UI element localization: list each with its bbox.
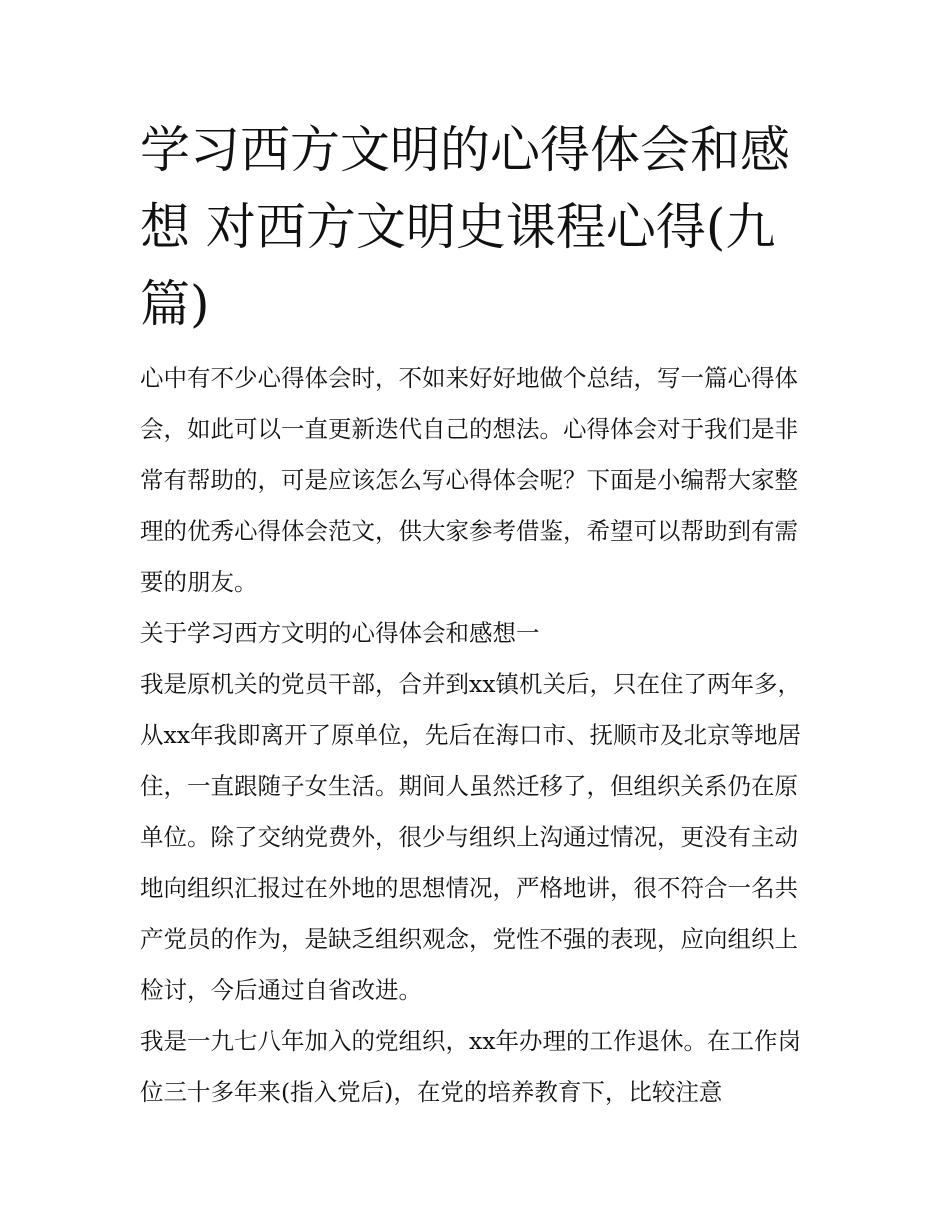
- body-paragraph: 我是原机关的党员干部，合并到xx镇机关后，只在住了两年多，从xx年我即离开了原单位，先后在海口市、抚顺市及北京等地居住，一直跟随子女生活。期间人虽然迁移了，但组织关系仍在原单位。除了交纳党费外，很少与组织上沟通过情况，更没有主动地向组织汇报过在外地的思想情况，严格地讲，很不符合一名共产党员的作为，是缺乏组织观念，党性不强的表现，应向组织上检讨，今后通过自省改进。: [140, 670, 802, 1004]
- section-heading: 关于学习西方文明的心得体会和感想一: [140, 619, 540, 647]
- intro-paragraph: 心中有不少心得体会时，不如来好好地做个总结，写一篇心得体会，如此可以一直更新迭代自己的想法。心得体会对于我们是非常有帮助的，可是应该怎么写心得体会呢？下面是小编帮大家整理的优秀心得体会范文，供大家参考借鉴，希望可以帮助到有需要的朋友。: [140, 364, 798, 596]
- document-title: 学习西方文明的心得体会和感想 对西方文明史课程心得(九篇): [140, 121, 790, 333]
- document-body: [140, 112, 820, 1118]
- body-paragraph: 我是一九七八年加入的党组织，xx年办理的工作退休。在工作岗位三十多年来(指入党后)，在党的培养教育下，比较注意: [140, 1027, 802, 1106]
